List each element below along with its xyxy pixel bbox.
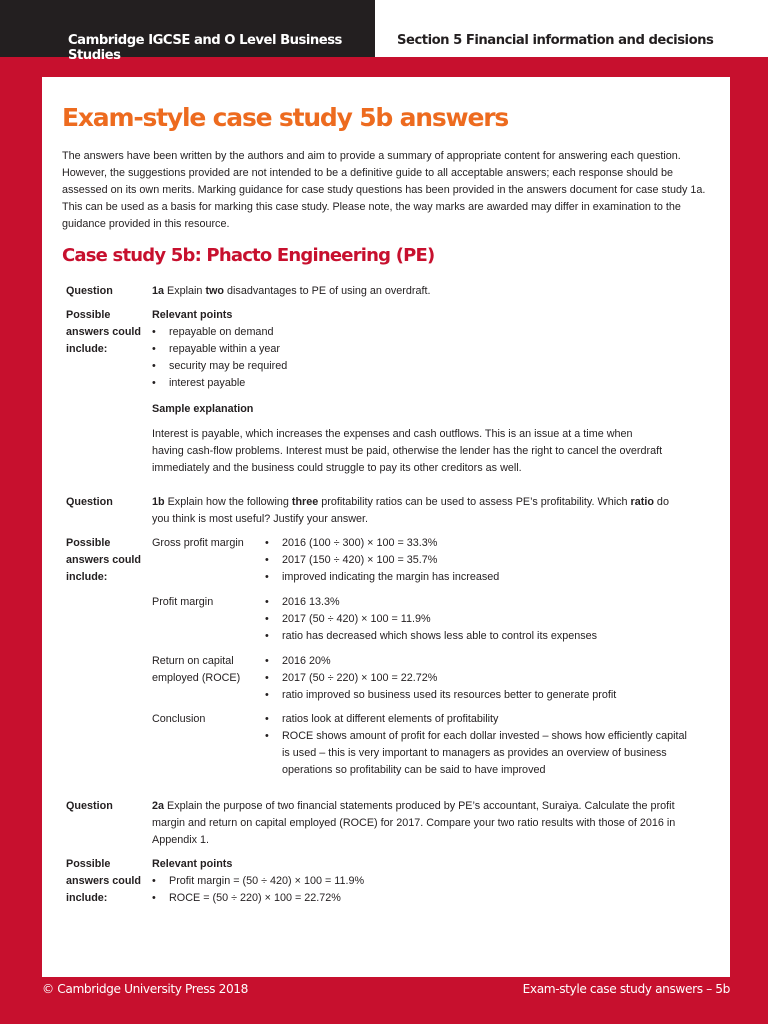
list-item: • 2016 13.3% <box>282 594 340 611</box>
ratio-label-roce <box>152 653 240 687</box>
header-book-title-bar <box>0 0 375 63</box>
label-line: Possible <box>66 858 111 870</box>
list-item: • Profit margin = (50 ÷ 420) × 100 = 11.9% <box>169 873 364 890</box>
question-2a-text <box>152 798 717 849</box>
label-line: include: <box>66 892 108 904</box>
sample-explanation-line: Interest is payable, which increases the expenses and cash outflows. This is an issue at a time when <box>152 428 633 440</box>
label-line: Possible <box>66 537 111 549</box>
question-label-1b: Question <box>66 496 113 508</box>
book-title: Cambridge IGCSE and O Level Business Studies <box>68 33 342 63</box>
list-item: • ratios look at different elements of profitability <box>282 711 498 728</box>
label-line: employed (ROCE) <box>152 672 241 684</box>
list-item: • 2017 (50 ÷ 420) × 100 = 11.9% <box>282 611 431 628</box>
question-1a-text <box>152 283 431 300</box>
list-item: • 2017 (150 ÷ 420) × 100 = 35.7% <box>282 552 437 569</box>
case-study-title: Case study 5b: Phacto Engineering (PE) <box>62 245 435 266</box>
question-text: Explain the purpose of two financial statements produced by PE’s accountant, Suraiya. Calculate the profit <box>167 800 675 812</box>
question-line: Appendix 1. <box>152 834 210 846</box>
page-title: Exam-style case study 5b answers <box>62 103 509 132</box>
question-line: margin and return on capital employed (ROCE) for 2017. Compare your two ratio results with those of 2016 in <box>152 817 676 829</box>
list-item: • repayable on demand <box>169 324 273 341</box>
question-text-bold: ratio <box>630 496 654 508</box>
list-item: • security may be required <box>169 358 287 375</box>
question-line <box>152 494 712 511</box>
question-number: 1a <box>152 285 165 297</box>
list-item <box>282 728 687 779</box>
label-line: Return on capital <box>152 655 234 667</box>
label-line: include: <box>66 343 108 355</box>
ratio-label-profit-margin: Profit margin <box>152 596 214 608</box>
ratio-label-gross-profit-margin: Gross profit margin <box>152 537 244 549</box>
list-item: • improved indicating the margin has increased <box>282 569 499 586</box>
question-line <box>152 798 717 815</box>
section-title: Section 5 Financial information and decisions <box>397 33 714 48</box>
possible-answers-label-1a <box>66 307 141 358</box>
relevant-points-heading-1a: Relevant points <box>152 309 233 321</box>
label-line: answers could <box>66 875 142 887</box>
footer-copyright: © Cambridge University Press 2018 <box>42 982 249 996</box>
label-line: include: <box>66 571 108 583</box>
intro-paragraph: The answers have been written by the authors and aim to provide a summary of appropriate content for answering each question. However, the suggestions provided are not intended to be a definitive guide to all acceptable answers; each response should be assessed on its own merits. Marking guidance for case study questions has been provided in the answers document for case study 1a. This can be used as a basis for marking this case study. Please note, the way marks are awarded may differ in examination to the guidance provided in this resource. <box>62 150 706 230</box>
question-text-bold: three <box>291 496 319 508</box>
question-label-1a: Question <box>66 285 113 297</box>
question-text-bold: two <box>205 285 225 297</box>
sample-explanation-heading: Sample explanation <box>152 403 254 415</box>
question-text-mid: profitability ratios can be used to assess PE’s profitability. Which <box>318 496 631 508</box>
document-page <box>42 77 730 977</box>
list-item: • ratio improved so business used its resources better to generate profit <box>282 687 616 704</box>
question-label-2a: Question <box>66 800 113 812</box>
question-number: 1b <box>152 496 165 508</box>
list-item-line: • ROCE shows amount of profit for each dollar invested – shows how efficiently capital <box>282 730 687 742</box>
list-item: • ROCE = (50 ÷ 220) × 100 = 22.72% <box>169 890 341 907</box>
list-item: • 2016 20% <box>282 653 331 670</box>
question-number: 2a <box>152 800 165 812</box>
list-item: • ratio has decreased which shows less able to control its expenses <box>282 628 597 645</box>
label-line: answers could <box>66 326 142 338</box>
list-item: • interest payable <box>169 375 245 392</box>
header-section-bar <box>375 0 768 57</box>
question-text-pre: Explain <box>167 285 206 297</box>
list-item: • repayable within a year <box>169 341 280 358</box>
possible-answers-label-1b <box>66 535 141 586</box>
footer-page-label: Exam-style case study answers – 5b <box>522 982 730 996</box>
question-text-pre: Explain how the following <box>167 496 292 508</box>
sample-explanation-line: immediately and the business could struggle to pay its other creditors as well. <box>152 462 522 474</box>
list-item: • 2016 (100 ÷ 300) × 100 = 33.3% <box>282 535 437 552</box>
label-line: Possible <box>66 309 111 321</box>
list-item: • 2017 (50 ÷ 220) × 100 = 22.72% <box>282 670 437 687</box>
question-text-post: do <box>653 496 669 508</box>
list-item-line: is used – this is very important to managers as provides an overview of business <box>282 747 667 759</box>
conclusion-label: Conclusion <box>152 713 206 725</box>
relevant-points-heading-2a: Relevant points <box>152 858 233 870</box>
question-text-post: disadvantages to PE of using an overdraft. <box>224 285 431 297</box>
list-item-line: operations so profitability can be said to have improved <box>282 764 546 776</box>
label-line: answers could <box>66 554 142 566</box>
question-line: you think is most useful? Justify your answer. <box>152 513 369 525</box>
question-1b-text <box>152 494 712 528</box>
possible-answers-label-2a <box>66 856 141 907</box>
sample-explanation-line: having cash-flow problems. Interest must be paid, otherwise the lender has the right to cancel the overdraft <box>152 445 663 457</box>
